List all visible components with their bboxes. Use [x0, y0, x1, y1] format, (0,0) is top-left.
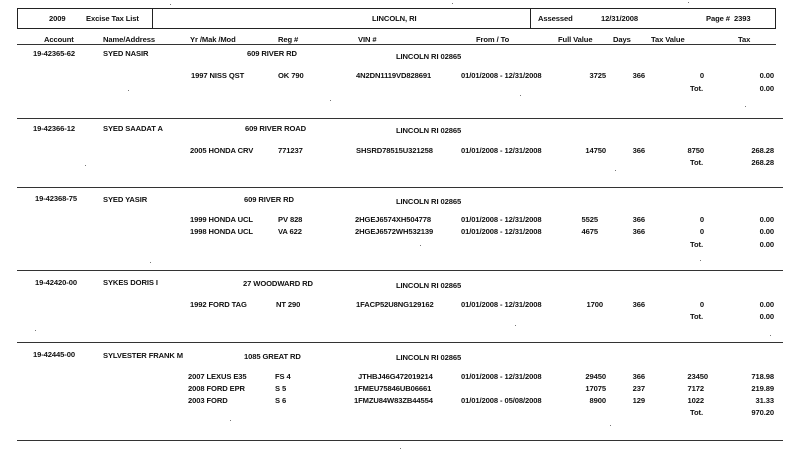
vehicle-desc: 1999 HONDA UCL [190, 215, 253, 224]
owner-city: LINCOLN RI 02865 [396, 281, 462, 290]
scan-speck [420, 245, 421, 246]
header-divider [530, 8, 531, 29]
vehicle-reg: 771237 [278, 146, 303, 155]
vehicle-dates: 01/01/2008 - 12/31/2008 [461, 71, 542, 80]
scan-speck [770, 335, 771, 336]
vehicle-reg: NT 290 [276, 300, 301, 309]
vehicle-vin: 1FMZU84W83ZB44554 [354, 396, 433, 405]
vehicle-dates: 01/01/2008 - 12/31/2008 [461, 215, 542, 224]
account-number: 19-42368-75 [35, 194, 77, 203]
vehicle-days: 237 [632, 384, 645, 393]
vehicle-vin: 2HGEJ6574XH504778 [355, 215, 431, 224]
owner-city: LINCOLN RI 02865 [396, 52, 462, 61]
owner-address: 609 RIVER ROAD [245, 124, 307, 133]
scan-speck [452, 3, 453, 4]
vehicle-desc: 1992 FORD TAG [190, 300, 247, 309]
owner-name: SYED SAADAT A [103, 124, 163, 133]
vehicle-days: 366 [632, 300, 645, 309]
vehicle-days: 366 [632, 215, 645, 224]
assessed-label: Assessed [538, 14, 573, 23]
record-separator [17, 440, 783, 441]
scan-speck [400, 448, 401, 449]
scan-speck [700, 260, 701, 261]
vehicle-days: 366 [632, 372, 645, 381]
account-number: 19-42420-00 [35, 278, 77, 287]
col-days: Days [613, 35, 631, 44]
vehicle-tax-value: 1022 [687, 396, 704, 405]
vehicle-reg: S 6 [275, 396, 287, 405]
record-separator [17, 187, 783, 188]
vehicle-tax: 718.98 [751, 372, 774, 381]
vehicle-full-value: 8900 [589, 396, 606, 405]
account-number: 19-42366-12 [33, 124, 75, 133]
scan-speck [520, 95, 521, 96]
record-total: 268.28 [751, 158, 774, 167]
vehicle-tax: 0.00 [759, 227, 774, 236]
record-total: 0.00 [759, 312, 774, 321]
vehicle-full-value: 29450 [585, 372, 606, 381]
scan-speck [610, 425, 611, 426]
vehicle-dates: 01/01/2008 - 12/31/2008 [461, 227, 542, 236]
owner-address: 27 WOODWARD RD [243, 279, 313, 288]
account-number: 19-42445-00 [33, 350, 75, 359]
vehicle-tax: 219.89 [751, 384, 774, 393]
vehicle-tax-value: 0 [699, 227, 704, 236]
vehicle-dates: 01/01/2008 - 12/31/2008 [461, 146, 542, 155]
scan-speck [330, 100, 331, 101]
col-tax: Tax [738, 35, 751, 44]
record-total: 0.00 [759, 84, 774, 93]
vehicle-full-value: 1700 [586, 300, 603, 309]
vehicle-vin: 4N2DN1119VD828691 [356, 71, 432, 80]
col-full-value: Full Value [558, 35, 593, 44]
report-town: LINCOLN, RI [372, 14, 417, 23]
report-title: Excise Tax List [86, 14, 139, 23]
scan-speck [150, 262, 151, 263]
total-label: Tot. [690, 158, 703, 167]
owner-name: SYED YASIR [103, 195, 148, 204]
vehicle-full-value: 3725 [589, 71, 606, 80]
vehicle-vin: 1FACP52U8NG129162 [356, 300, 434, 309]
record-total: 970.20 [751, 408, 774, 417]
total-label: Tot. [690, 240, 703, 249]
page-label: Page # [706, 14, 730, 23]
col-from-to: From / To [476, 35, 510, 44]
record-separator [17, 342, 783, 343]
vehicle-vin: JTHBJ46G472019214 [358, 372, 433, 381]
vehicle-reg: VA 622 [278, 227, 302, 236]
owner-city: LINCOLN RI 02865 [396, 353, 462, 362]
col-vehicle: Yr /Mak /Mod [190, 35, 236, 44]
vehicle-dates: 01/01/2008 - 12/31/2008 [461, 372, 542, 381]
vehicle-reg: OK 790 [278, 71, 304, 80]
assessed-date: 12/31/2008 [601, 14, 639, 23]
scan-speck [615, 170, 616, 171]
total-label: Tot. [690, 312, 703, 321]
vehicle-desc: 2003 FORD [188, 396, 228, 405]
scan-speck [128, 90, 129, 91]
owner-city: LINCOLN RI 02865 [396, 126, 462, 135]
vehicle-tax: 0.00 [759, 71, 774, 80]
vehicle-reg: FS 4 [275, 372, 291, 381]
col-account: Account [44, 35, 74, 44]
vehicle-tax: 268.28 [751, 146, 774, 155]
scan-speck [515, 325, 516, 326]
header-divider [152, 8, 153, 29]
vehicle-vin: 2HGEJ6572WH532139 [355, 227, 434, 236]
vehicle-days: 129 [632, 396, 645, 405]
vehicle-days: 366 [632, 146, 645, 155]
col-tax-value: Tax Value [651, 35, 685, 44]
vehicle-reg: PV 828 [278, 215, 303, 224]
vehicle-tax-value: 0 [699, 215, 704, 224]
col-vin: VIN # [358, 35, 377, 44]
total-label: Tot. [690, 84, 703, 93]
owner-name: SYKES DORIS I [103, 278, 158, 287]
vehicle-full-value: 14750 [585, 146, 606, 155]
vehicle-desc: 2007 LEXUS E35 [188, 372, 247, 381]
col-reg: Reg # [278, 35, 299, 44]
vehicle-tax-value: 0 [699, 71, 704, 80]
total-label: Tot. [690, 408, 703, 417]
vehicle-vin: 1FMEU75846UB06661 [354, 384, 432, 393]
vehicle-desc: 1997 NISS QST [191, 71, 245, 80]
owner-address: 609 RIVER RD [247, 49, 297, 58]
vehicle-dates: 01/01/2008 - 12/31/2008 [461, 300, 542, 309]
account-number: 19-42365-62 [33, 49, 75, 58]
vehicle-vin: SHSRD78515U321258 [356, 146, 433, 155]
vehicle-tax: 0.00 [759, 215, 774, 224]
record-total: 0.00 [759, 240, 774, 249]
vehicle-desc: 2005 HONDA CRV [190, 146, 254, 155]
vehicle-dates: 01/01/2008 - 05/08/2008 [461, 396, 542, 405]
owner-address: 1085 GREAT RD [244, 352, 301, 361]
vehicle-desc: 2008 FORD EPR [188, 384, 245, 393]
vehicle-days: 366 [632, 71, 645, 80]
vehicle-full-value: 5525 [581, 215, 598, 224]
vehicle-days: 366 [632, 227, 645, 236]
vehicle-tax-value: 23450 [687, 372, 708, 381]
scan-speck [230, 420, 231, 421]
scan-speck [35, 330, 36, 331]
vehicle-tax-value: 7172 [687, 384, 704, 393]
page-number: 2393 [734, 14, 751, 23]
vehicle-tax: 31.33 [755, 396, 774, 405]
vehicle-reg: S 5 [275, 384, 287, 393]
vehicle-full-value: 4675 [581, 227, 598, 236]
scan-speck [85, 165, 86, 166]
column-header-underline [17, 44, 776, 45]
scan-speck [745, 106, 746, 107]
vehicle-tax-value: 0 [699, 300, 704, 309]
scan-speck [170, 4, 171, 5]
report-year: 2009 [49, 14, 66, 23]
owner-city: LINCOLN RI 02865 [396, 197, 462, 206]
vehicle-full-value: 17075 [585, 384, 606, 393]
record-separator [17, 270, 783, 271]
scan-speck [688, 2, 689, 3]
owner-name: SYED NASIR [103, 49, 149, 58]
owner-name: SYLVESTER FRANK M [103, 351, 184, 360]
col-name-address: Name/Address [103, 35, 155, 44]
vehicle-tax-value: 8750 [687, 146, 704, 155]
vehicle-tax: 0.00 [759, 300, 774, 309]
record-separator [17, 118, 783, 119]
vehicle-desc: 1998 HONDA UCL [190, 227, 253, 236]
owner-address: 609 RIVER RD [244, 195, 294, 204]
